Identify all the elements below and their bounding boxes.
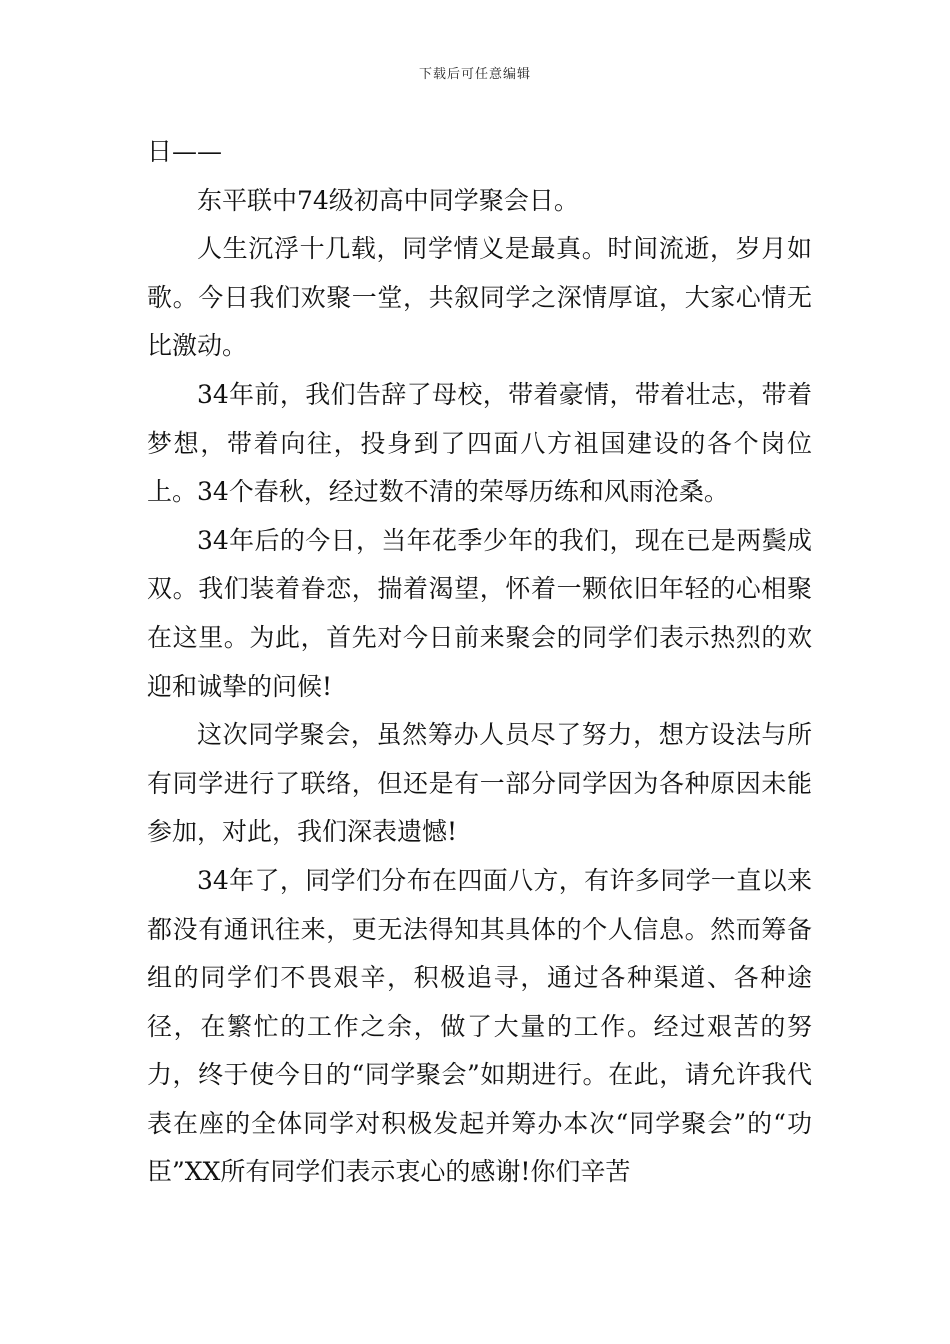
page-header: 下载后可任意编辑 (418, 67, 531, 82)
paragraph: 34年前，我们告辞了母校，带着豪情，带着壮志，带着梦想，带着向往，投身到了四面八方祖国建设的各个岗位上。34个春秋，经过数不清的荣辱历练和风雨沧桑。 (147, 379, 812, 507)
paragraph: 日—— (147, 137, 223, 166)
paragraph: 34年了，同学们分布在四面八方，有许多同学一直以来都没有通讯往来，更无法得知其具体的个人信息。然而筹备组的同学们不畏艰辛，积极追寻，通过各种渠道、各种途径，在繁忙的工作之余，做了大量的工作。经过艰苦的努力，终于使今日的“同学聚会”如期进行。在此，请允许我代表在座的全体同学对积极发起并筹办本次“同学聚会”的“功臣”XX所有同学们表示衷心的感谢!你们辛苦 (147, 865, 812, 1187)
paragraph: 这次同学聚会，虽然筹办人员尽了努力，想方设法与所有同学进行了联络，但还是有一部分同学因为各种原因未能参加，对此，我们深表遗憾! (147, 720, 812, 847)
paragraph: 人生沉浮十几载，同学情义是最真。时间流逝，岁月如歌。今日我们欢聚一堂，共叙同学之深情厚谊，大家心情无比激动。 (147, 234, 812, 361)
paragraph: 34年后的今日，当年花季少年的我们，现在已是两鬓成双。我们装着眷恋，揣着渴望，怀着一颗依旧年轻的心相聚在这里。为此，首先对今日前来聚会的同学们表示热烈的欢迎和诚挚的问候! (147, 525, 812, 701)
paragraph: 东平联中74级初高中同学聚会日。 (197, 185, 579, 215)
document-body (147, 128, 812, 1197)
